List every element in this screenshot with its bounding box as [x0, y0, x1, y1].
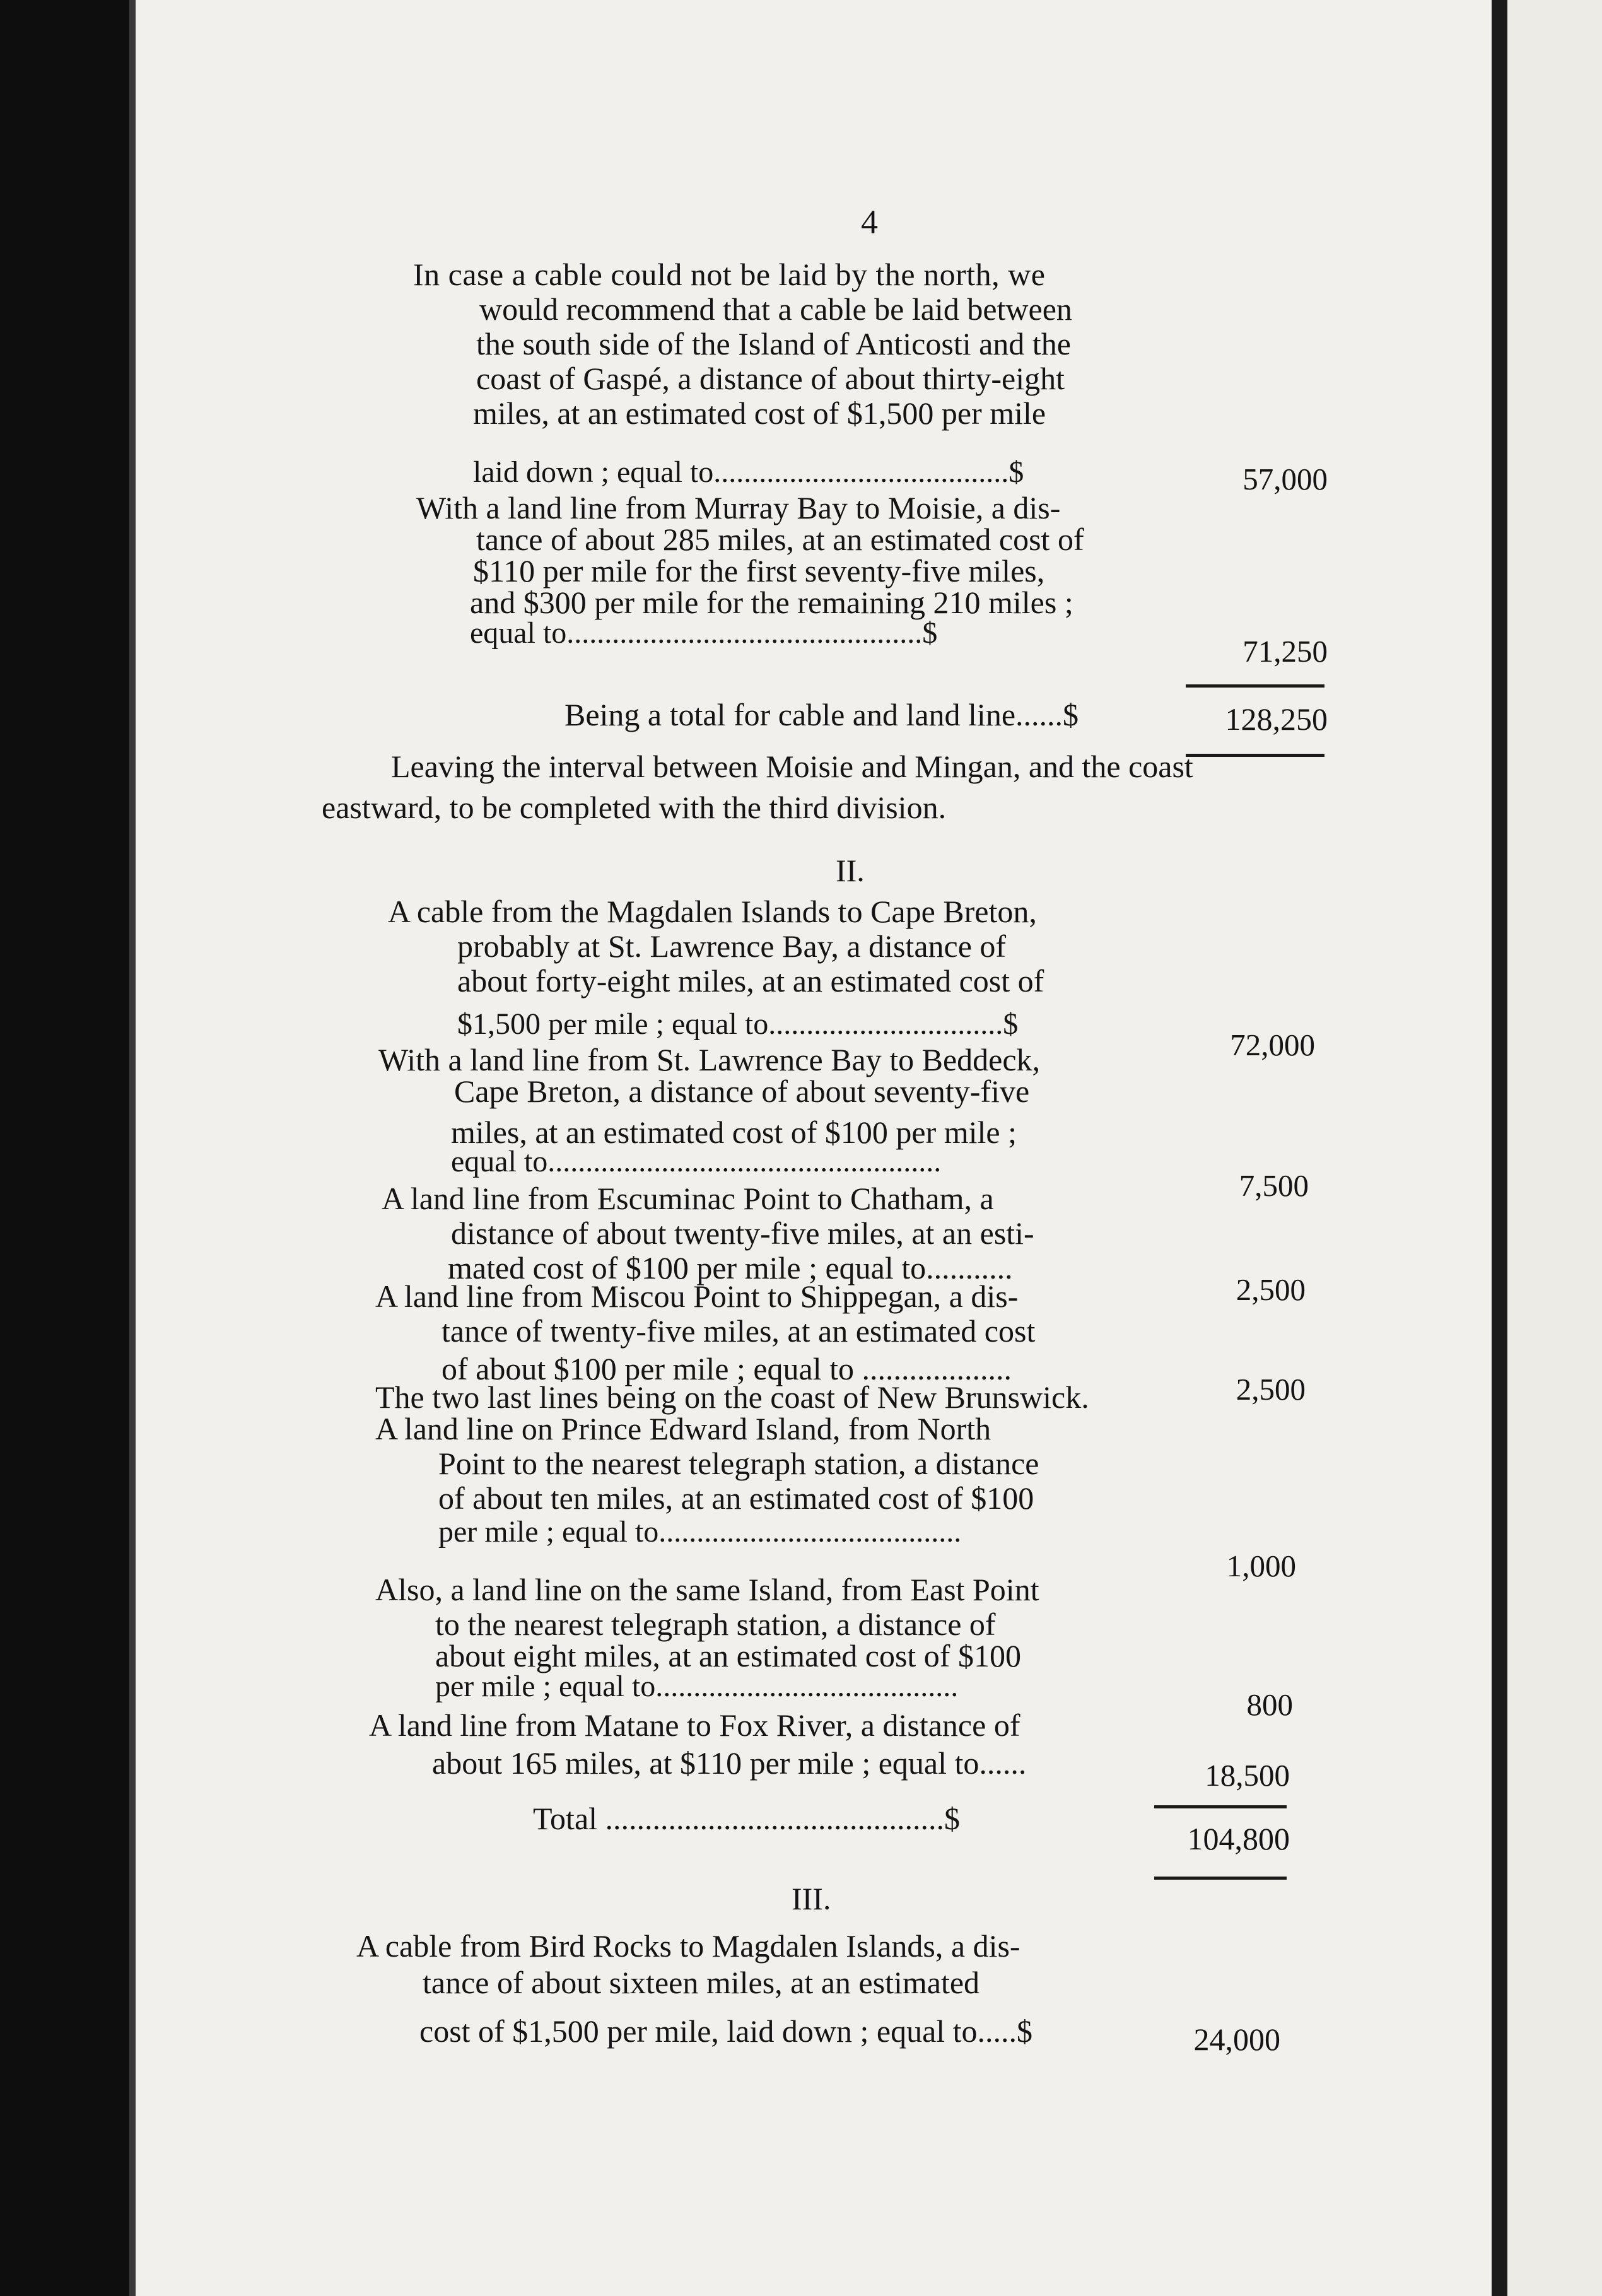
section-one-line: In case a cable could not be laid by the north, we: [413, 257, 1046, 292]
section-two-line: With a land line from St. Lawrence Bay to Beddeck,: [378, 1042, 1041, 1077]
section-two-amount: 72,000: [1230, 1028, 1315, 1062]
subtotal-rule: [1154, 1805, 1287, 1808]
section-two-line: to the nearest telegraph station, a distance of: [435, 1607, 996, 1642]
section-two-total: 104,800: [1187, 1821, 1290, 1856]
section-two-line: per mile ; equal to........................................: [438, 1515, 962, 1549]
section-two-line: Also, a land line on the same Island, from East Point: [375, 1572, 1039, 1607]
leaving-line: Leaving the interval between Moisie and Mingan, and the coast: [391, 749, 1193, 784]
section-one-amount: 71,250: [1242, 634, 1328, 669]
total-rule: [1154, 1877, 1287, 1880]
section-three-amount: 24,000: [1193, 2022, 1280, 2057]
section-one-amount: 57,000: [1242, 462, 1328, 496]
total-rule: [1186, 754, 1324, 757]
section-one-line: coast of Gaspé, a distance of about thirty-eight: [476, 361, 1065, 396]
section-two-line: about eight miles, at an estimated cost of $100: [435, 1638, 1021, 1673]
section-one-line: would recommend that a cable be laid between: [479, 291, 1072, 327]
section-three-line: A cable from Bird Rocks to Magdalen Islands, a dis-: [356, 1928, 1020, 1964]
section-two-line: of about $100 per mile ; equal to ...................: [441, 1351, 1012, 1386]
adjacent-page-edge: [1507, 0, 1602, 2296]
page-gutter-shadow: [1492, 0, 1507, 2296]
section-two-amount: 800: [1246, 1687, 1293, 1722]
section-two-line: $1,500 per mile ; equal to...............................$: [457, 1007, 1019, 1041]
section-two-line: Point to the nearest telegraph station, a distance: [438, 1446, 1039, 1481]
section-one-total-label: Being a total for cable and land line......$: [564, 697, 1079, 732]
section-one-line: the south side of the Island of Anticosti and the: [476, 326, 1071, 361]
section-two-line: about 165 miles, at $110 per mile ; equal to......: [432, 1745, 1027, 1781]
section-two-line: Cape Breton, a distance of about seventy-five: [454, 1074, 1030, 1109]
section-one-line: With a land line from Murray Bay to Moisie, a dis-: [416, 490, 1061, 525]
section-two-line: miles, at an estimated cost of $100 per mile ;: [451, 1115, 1017, 1150]
section-one-line: $110 per mile for the first seventy-five miles,: [473, 553, 1045, 589]
section-two-line: mated cost of $100 per mile ; equal to...........: [448, 1250, 1013, 1286]
heading-three: III.: [792, 1881, 831, 1916]
subtotal-rule: [1186, 684, 1324, 688]
leaving-line: eastward, to be completed with the third division.: [322, 790, 947, 825]
section-one-line: equal to...............................................$: [470, 616, 938, 650]
section-three-line: tance of about sixteen miles, at an estimated: [423, 1965, 980, 2000]
section-two-line: probably at St. Lawrence Bay, a distance of: [457, 928, 1007, 964]
section-two-total-label: Total ...........................................$: [533, 1801, 961, 1836]
section-one-total: 128,250: [1225, 701, 1328, 737]
section-two-amount: 2,500: [1236, 1372, 1306, 1407]
section-two-line: A land line on Prince Edward Island, from North: [375, 1411, 991, 1446]
section-two-amount: 1,000: [1226, 1549, 1296, 1583]
section-two-line: about forty-eight miles, at an estimated cost of: [457, 963, 1044, 999]
section-two-line: distance of about twenty-five miles, at an esti-: [451, 1215, 1034, 1251]
section-one-line: miles, at an estimated cost of $1,500 per mile: [473, 395, 1046, 431]
section-one-line: tance of about 285 miles, at an estimated cost of: [476, 522, 1084, 557]
page-number: 4: [861, 203, 878, 241]
section-two-line: A cable from the Magdalen Islands to Cape Breton,: [388, 894, 1037, 929]
section-one-line: and $300 per mile for the remaining 210 miles ;: [470, 585, 1073, 620]
section-two-amount: 2,500: [1236, 1272, 1306, 1307]
section-two-line: The two last lines being on the coast of New Brunswick.: [375, 1379, 1089, 1415]
section-three-line: cost of $1,500 per mile, laid down ; equal to.....$: [419, 2013, 1033, 2049]
section-two-line: A land line from Matane to Fox River, a distance of: [369, 1707, 1020, 1743]
section-two-amount: 7,500: [1239, 1168, 1309, 1203]
section-two-line: A land line from Escuminac Point to Chatham, a: [382, 1181, 994, 1216]
heading-two: II.: [836, 853, 865, 888]
section-two-amount: 18,500: [1205, 1758, 1290, 1793]
section-one-line: laid down ; equal to.......................................$: [473, 455, 1024, 489]
section-two-line: of about ten miles, at an estimated cost of $100: [438, 1480, 1034, 1516]
section-two-line: A land line from Miscou Point to Shippegan, a dis-: [375, 1279, 1019, 1314]
section-two-line: equal to....................................................: [451, 1145, 942, 1178]
section-two-line: per mile ; equal to........................................: [435, 1670, 959, 1703]
section-two-line: tance of twenty-five miles, at an estimated cost: [441, 1313, 1036, 1349]
